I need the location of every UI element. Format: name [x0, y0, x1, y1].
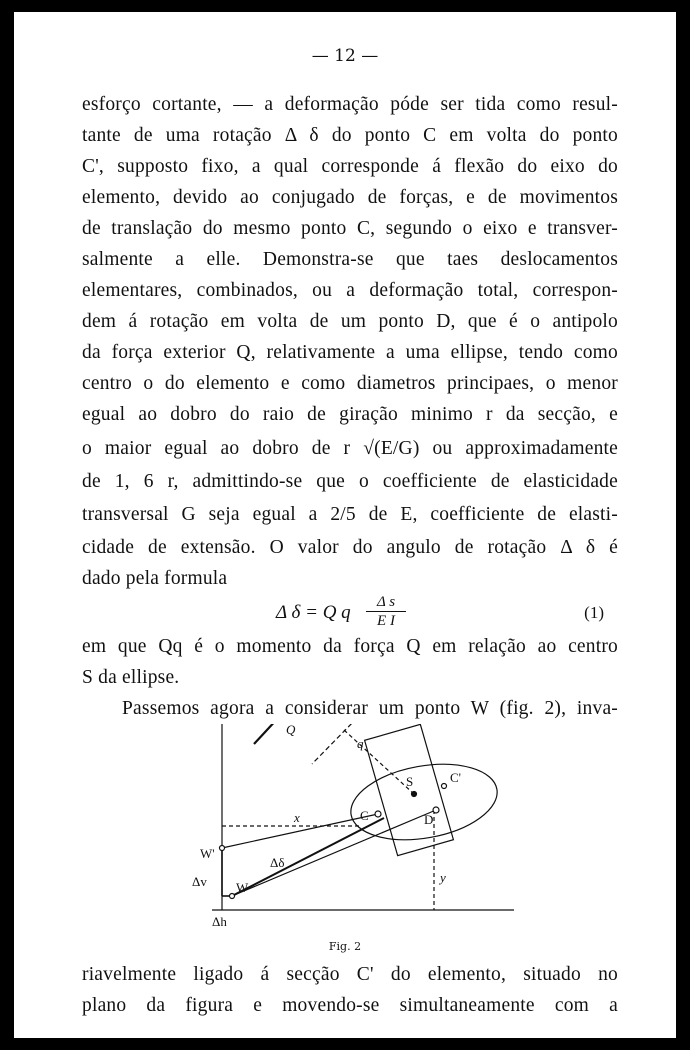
text-line-1: esforço cortante, — a deformação póde ser tida como resul- — [82, 94, 618, 115]
label-y: y — [440, 870, 446, 885]
equation-number: (1) — [584, 603, 604, 622]
label-delta-delta: Δδ — [270, 855, 285, 870]
q-arm-line — [344, 730, 414, 794]
text-line-5: de translação do mesmo ponto C, segundo o eixo e transver- — [82, 218, 618, 239]
label-D: D — [424, 812, 434, 827]
text-line-6: salmente a elle. Demonstra-se que taes deslocamentos — [82, 249, 618, 270]
label-C: C — [360, 808, 369, 823]
text-line-14: transversal G seja egual a 2/5 de E, coefficiente de elasti- — [82, 504, 618, 525]
point-D — [433, 807, 439, 813]
label-delta-v: Δv — [192, 874, 207, 889]
formula-fraction — [366, 594, 406, 629]
figure-caption: Fig. 2 — [328, 940, 362, 953]
text-line-16: dado pela formula — [82, 568, 228, 589]
text-line-20: riavelmente ligado á secção C' do elemento, situado no — [82, 964, 618, 985]
text-line-19: Passemos agora a considerar um ponto W (fig. 2), inva- — [122, 698, 618, 719]
text-line-9: da força exterior Q, relativamente a uma ellipse, tendo como — [82, 342, 618, 363]
point-W-prime — [220, 846, 225, 851]
text-line-2: tante de uma rotação Δ δ do ponto C em volta do ponto — [82, 125, 618, 146]
formula-numerator: Δ s — [376, 594, 396, 610]
rotated-line-upper — [222, 814, 378, 848]
point-C — [375, 811, 381, 817]
text-line-10: centro o do elemento e como diametros principaes, o menor — [82, 373, 618, 394]
label-S: S — [406, 774, 414, 789]
text-line-11: egual ao dobro do raio de giração minimo r da secção, e — [82, 404, 618, 425]
text-line-18: S da ellipse. — [82, 667, 180, 688]
label-q: q — [357, 736, 364, 751]
figure-2-diagram — [14, 724, 676, 934]
formula-denominator: E I — [377, 613, 395, 629]
text-line-3: C', supposto fixo, a qual corresponde á flexão do eixo do — [82, 156, 618, 177]
point-S — [412, 792, 417, 797]
label-delta-h: Δh — [212, 914, 227, 929]
text-line-4: elemento, devido ao conjugado de forças, e de movimentos — [82, 187, 618, 208]
label-Q: Q — [286, 724, 296, 737]
point-W — [230, 894, 235, 899]
text-line-17: em que Qq é o momento da força Q em relação ao centro — [82, 636, 618, 657]
formula-expression: Δ δ = Q q — [276, 602, 351, 623]
text-line-7: elementares, combinados, ou a deformação total, correspon- — [82, 280, 618, 301]
text-line-13: de 1, 6 r, admittindo-se que o coefficiente de elasticidade — [82, 471, 618, 492]
label-x: x — [294, 810, 300, 825]
fraction-bar — [366, 611, 406, 612]
book-page — [14, 12, 676, 1038]
label-W-prime: W' — [200, 846, 215, 861]
label-C-prime: C' — [450, 770, 462, 785]
point-C-prime — [442, 784, 447, 789]
text-line-21: plano da figura e movendo-se simultaneamente com a — [82, 995, 618, 1016]
text-line-8: dem á rotação em volta de um ponto D, que é o antipolo — [82, 311, 618, 332]
ellipse — [345, 754, 503, 851]
text-line-12: o maior egual ao dobro de r √(E/G) ou approximadamente — [82, 438, 618, 459]
text-line-15: cidade de extensão. O valor do angulo de rotação Δ δ é — [82, 537, 618, 558]
figure-2 — [14, 724, 676, 1004]
label-W: W — [236, 880, 249, 895]
force-Q-arrow — [254, 724, 304, 744]
page-number: — 12 — — [311, 46, 379, 66]
